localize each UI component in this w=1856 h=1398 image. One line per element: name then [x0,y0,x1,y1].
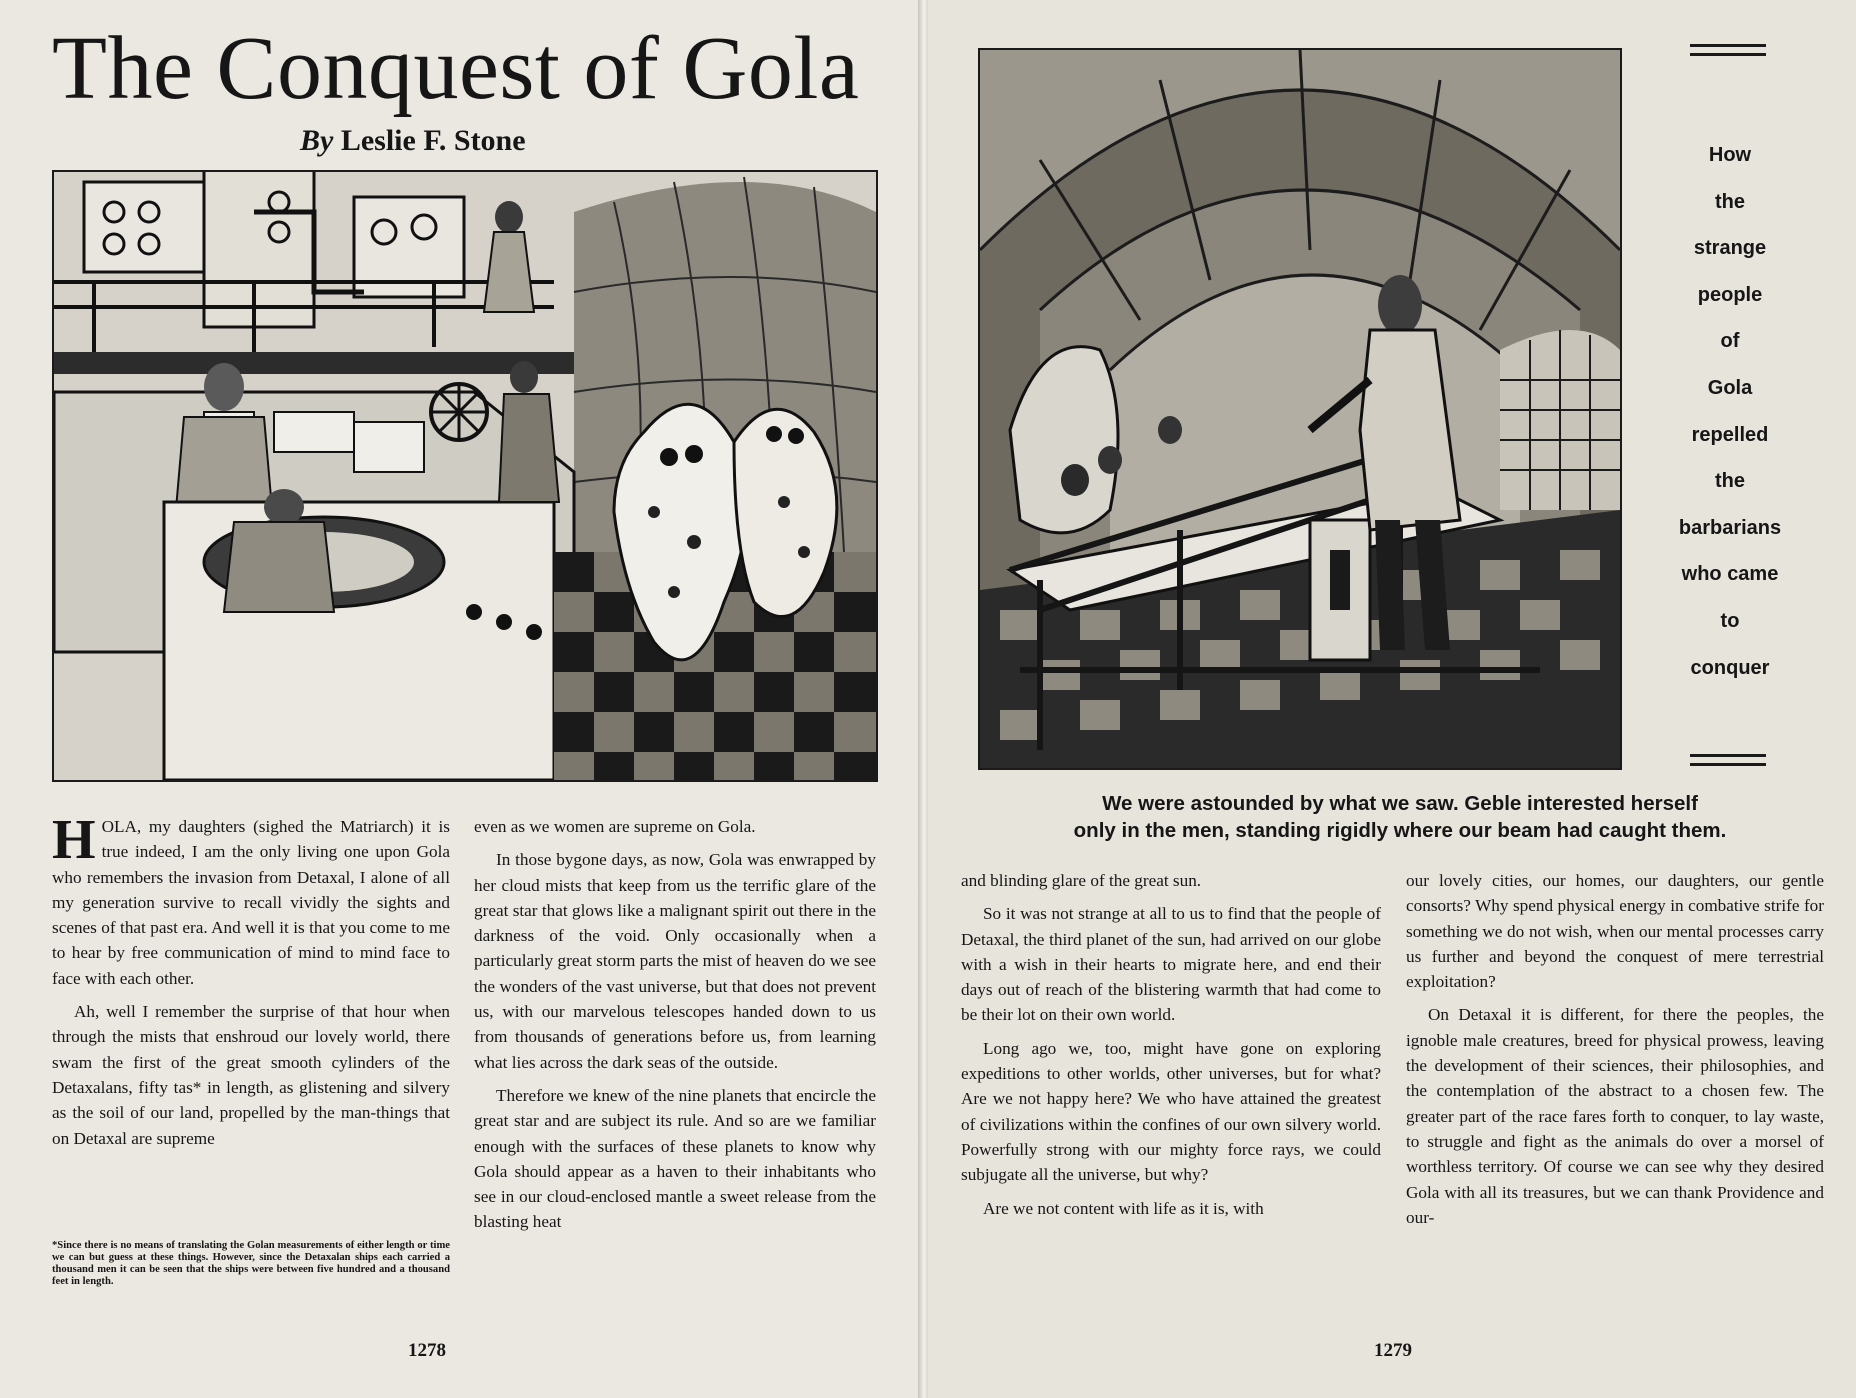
decorative-rule-top [1690,44,1766,62]
paragraph: Therefore we knew of the nine planets that encircle the great star and are subject its rule. And so are we familiar enough with the surfaces of these planets to know why Gola should appear as a haven to their inhabitants who see in our cloud-enclosed mantle a sweet release from the blasting heat [474,1085,876,1232]
paragraph: Long ago we, too, might have gone on exploring expeditions to other worlds, other universes, but for what? Are we not happy here? We who have attained the greatest of civilizations within the confines of our own silvery world. Powerfully strong with our mighty force rays, we could subjugate all the universe, but why? [961,1038,1381,1185]
tunnel-illustration [978,48,1622,770]
paragraph: our lovely cities, our homes, our daughters, our gentle consorts? Why spend physical energy in combative strife for something we do not wish, when our mental processes carry us further and beyond the conquest of mere terrestrial exploitation? [1406,871,1824,992]
byline [300,124,700,158]
tagline-word: people [1697,283,1763,306]
tagline-word: the [1715,190,1745,213]
caption-line: only in the men, standing rigidly where our beam had caught them. [1073,819,1727,842]
story-title: The Conquest of Gola [52,19,860,118]
paragraph: In those bygone days, as now, Gola was enwrapped by her cloud mists that keep from us the terrific glare of the great star that glows like a malignant spirit out there in the darkness of the void. Only occasionally when a particularly great storm parts the mist of heaven do we see the wonders of the vast universe, but that does not prevent us, with our marvelous telescopes handed down to us from thousands of generations before us, from learning what lies across the dark seas of the outside. [474,850,876,1072]
page-number: 1278 [408,1340,446,1361]
byline-author: Leslie F. Stone [340,124,526,157]
left-page-column-1 [52,809,450,1151]
left-page [0,0,920,1398]
paragraph: So it was not strange at all to us to find that the people of Detaxal, the third planet of the sun, had arrived on our globe with a wish in their hearts to migrate here, and end their days out of reach of the blistering warmth that had come to be their lot on their own world. [961,904,1381,1025]
right-page-column-1 [961,868,1381,1221]
right-page-column-2 [1406,868,1824,1230]
tagline-word: How [1708,144,1752,166]
footnote: *Since there is no means of translating the Golan measurements of either length or time we can but guess at these things. However, since the Detaxalan ships each carried a thousand men it can be seen that the ships were between five hundred and a thousand feet in length. [52,1240,450,1287]
tagline-word: of [1720,330,1740,353]
tagline-word: repelled [1691,423,1769,446]
left-page-column-2 [474,814,876,1235]
tagline-word: Gola [1707,376,1753,399]
paragraph: On Detaxal it is different, for there the peoples, the ignoble male creatures, breed for physical prowess, leaving the development of their sciences, their philosophies, and the contemplation of the abstract to a chosen few. The greater part of the race fares forth to conquer, to lay waste, to struggle and fight as the animals do over a morsel of worthless territory. Of course we can see why they desired Gola with all its treasures, but we can thank Providence and our- [1406,1005,1824,1227]
drop-cap: H [52,809,96,871]
byline-by: By [300,124,334,157]
tagline-word: strange [1693,237,1767,260]
control-room-illustration [52,170,878,782]
tagline-word: conquer [1690,656,1770,679]
tagline-word: barbarians [1678,516,1782,539]
paragraph: Are we not content with life as it is, with [983,1198,1264,1218]
paragraph [52,809,450,991]
paragraph: and blinding glare of the great sun. [961,871,1202,890]
caption-line: We were astounded by what we saw. Geble interested herself [1102,792,1698,815]
tagline-word: who came [1681,563,1779,586]
paragraph: Ah, well I remember the surprise of that hour when through the mists that enshroud our lovely world, there swam the first of the great smooth cylinders of the Detaxalans, fifty tas* in length, as glistening and silvery as the soil of our land, propelled by the man-things that on Detaxal are supreme [52,1002,450,1148]
paragraph: even as we women are supreme on Gola. [474,817,756,836]
tagline-word: the [1715,470,1745,493]
page-number: 1279 [1374,1340,1412,1361]
tagline-word: to [1720,609,1740,632]
illustration-caption [1010,790,1790,844]
paragraph-text: OLA, my daughters (sighed the Matriarch) it is true indeed, I am the only living one upon Gola who remembers the invasion from Detaxal, I alone of all my generation survive to recall vividly the sights and scenes of that past era. And well it is that you come to me to hear by free communication of mind to mind face to face with each other. [52,817,450,988]
decorative-rule-bottom [1690,754,1766,772]
tagline [1660,132,1800,691]
